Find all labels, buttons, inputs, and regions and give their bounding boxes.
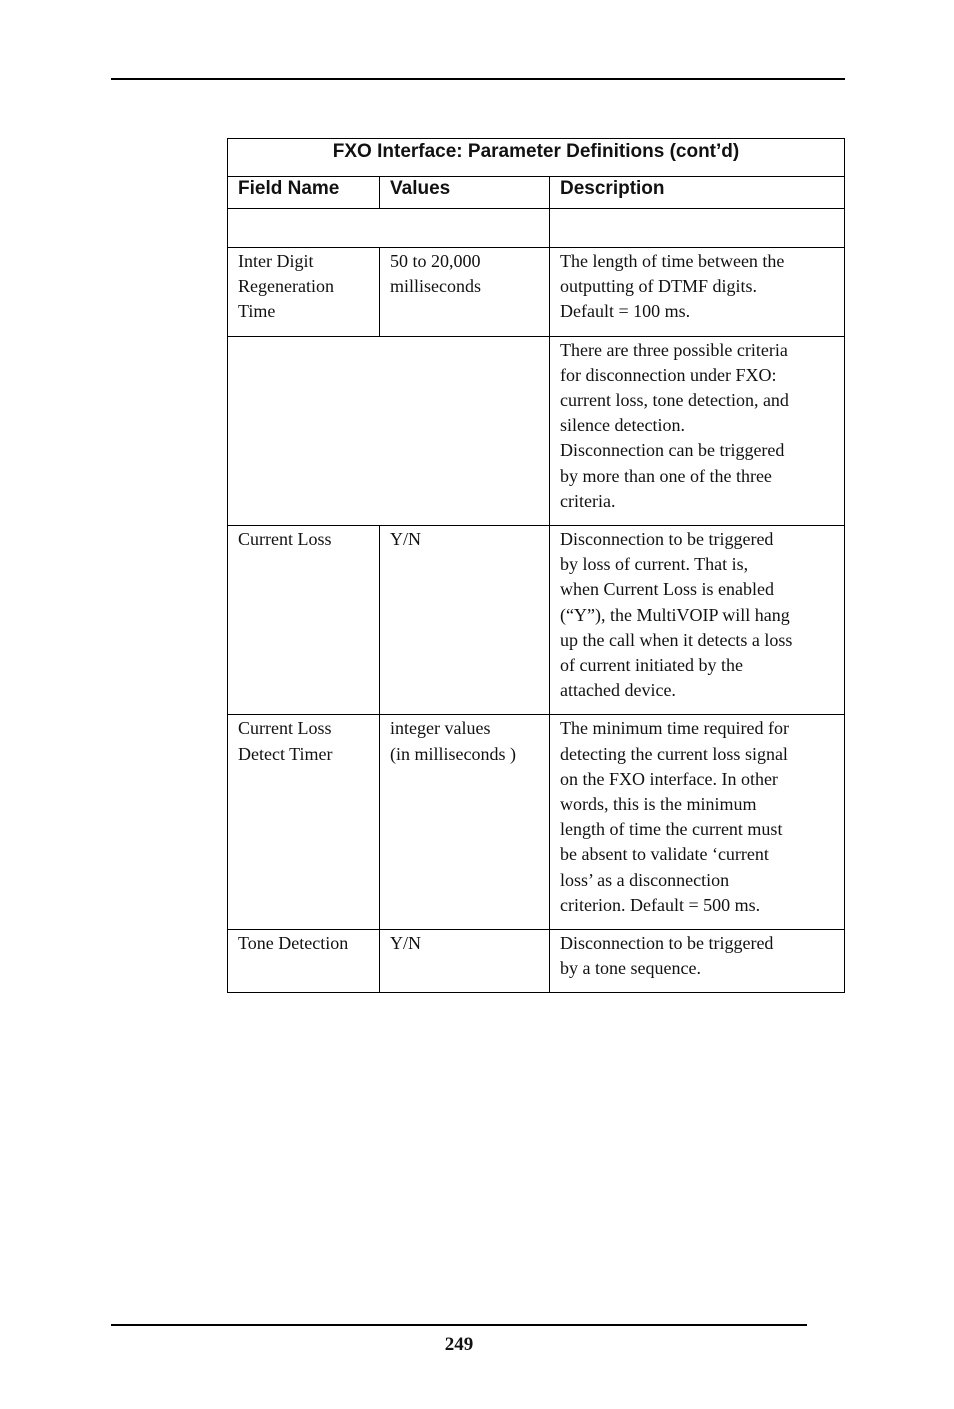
description-cell: There are three possible criteria for disconnection under FXO: current loss, tone detection, and silence detection. Disconnection can be triggered by more than one of the three criteria. [550, 336, 845, 525]
field-name-cell: Inter Digit Regeneration Time [228, 248, 380, 337]
values-cell: integer values (in milliseconds ) [380, 715, 550, 930]
header-values: Values [380, 177, 550, 209]
table-caption: FXO Interface: Parameter Definitions (cont’d) [228, 139, 845, 177]
empty-row [228, 209, 845, 248]
description-cell: Disconnection to be triggered by loss of current. That is, when Current Loss is enabled (“Y”), the MultiVOIP will hang up the call when it detects a loss of current initiated by the attached device. [550, 526, 845, 715]
table-row [228, 526, 845, 715]
values-cell: Y/N [380, 526, 550, 715]
page-number: 249 [444, 1334, 474, 1355]
table-row [228, 248, 845, 337]
values-cell: 50 to 20,000 milliseconds [380, 248, 550, 337]
field-name-cell: Tone Detection [228, 930, 380, 993]
values-cell: Y/N [380, 930, 550, 993]
header-description: Description [550, 177, 845, 209]
description-cell: The minimum time required for detecting the current loss signal on the FXO interface. In other words, this is the minimum length of time the current must be absent to validate ‘current loss’ as a disconnection criterion. Default = 500 ms. [550, 715, 845, 930]
footer-rule [111, 1324, 807, 1326]
header-rule [111, 78, 845, 80]
description-cell: Disconnection to be triggered by a tone sequence. [550, 930, 845, 993]
empty-cell [550, 209, 845, 248]
table-row [228, 715, 845, 930]
empty-cell [228, 336, 550, 525]
header-field-name: Field Name [228, 177, 380, 209]
fxo-parameter-table [227, 138, 845, 993]
description-cell: The length of time between the outputting of DTMF digits. Default = 100 ms. [550, 248, 845, 337]
table-header-row [228, 177, 845, 209]
table-row [228, 336, 845, 525]
table-row [228, 930, 845, 993]
field-name-cell: Current Loss Detect Timer [228, 715, 380, 930]
field-name-cell: Current Loss [228, 526, 380, 715]
empty-cell [228, 209, 550, 248]
